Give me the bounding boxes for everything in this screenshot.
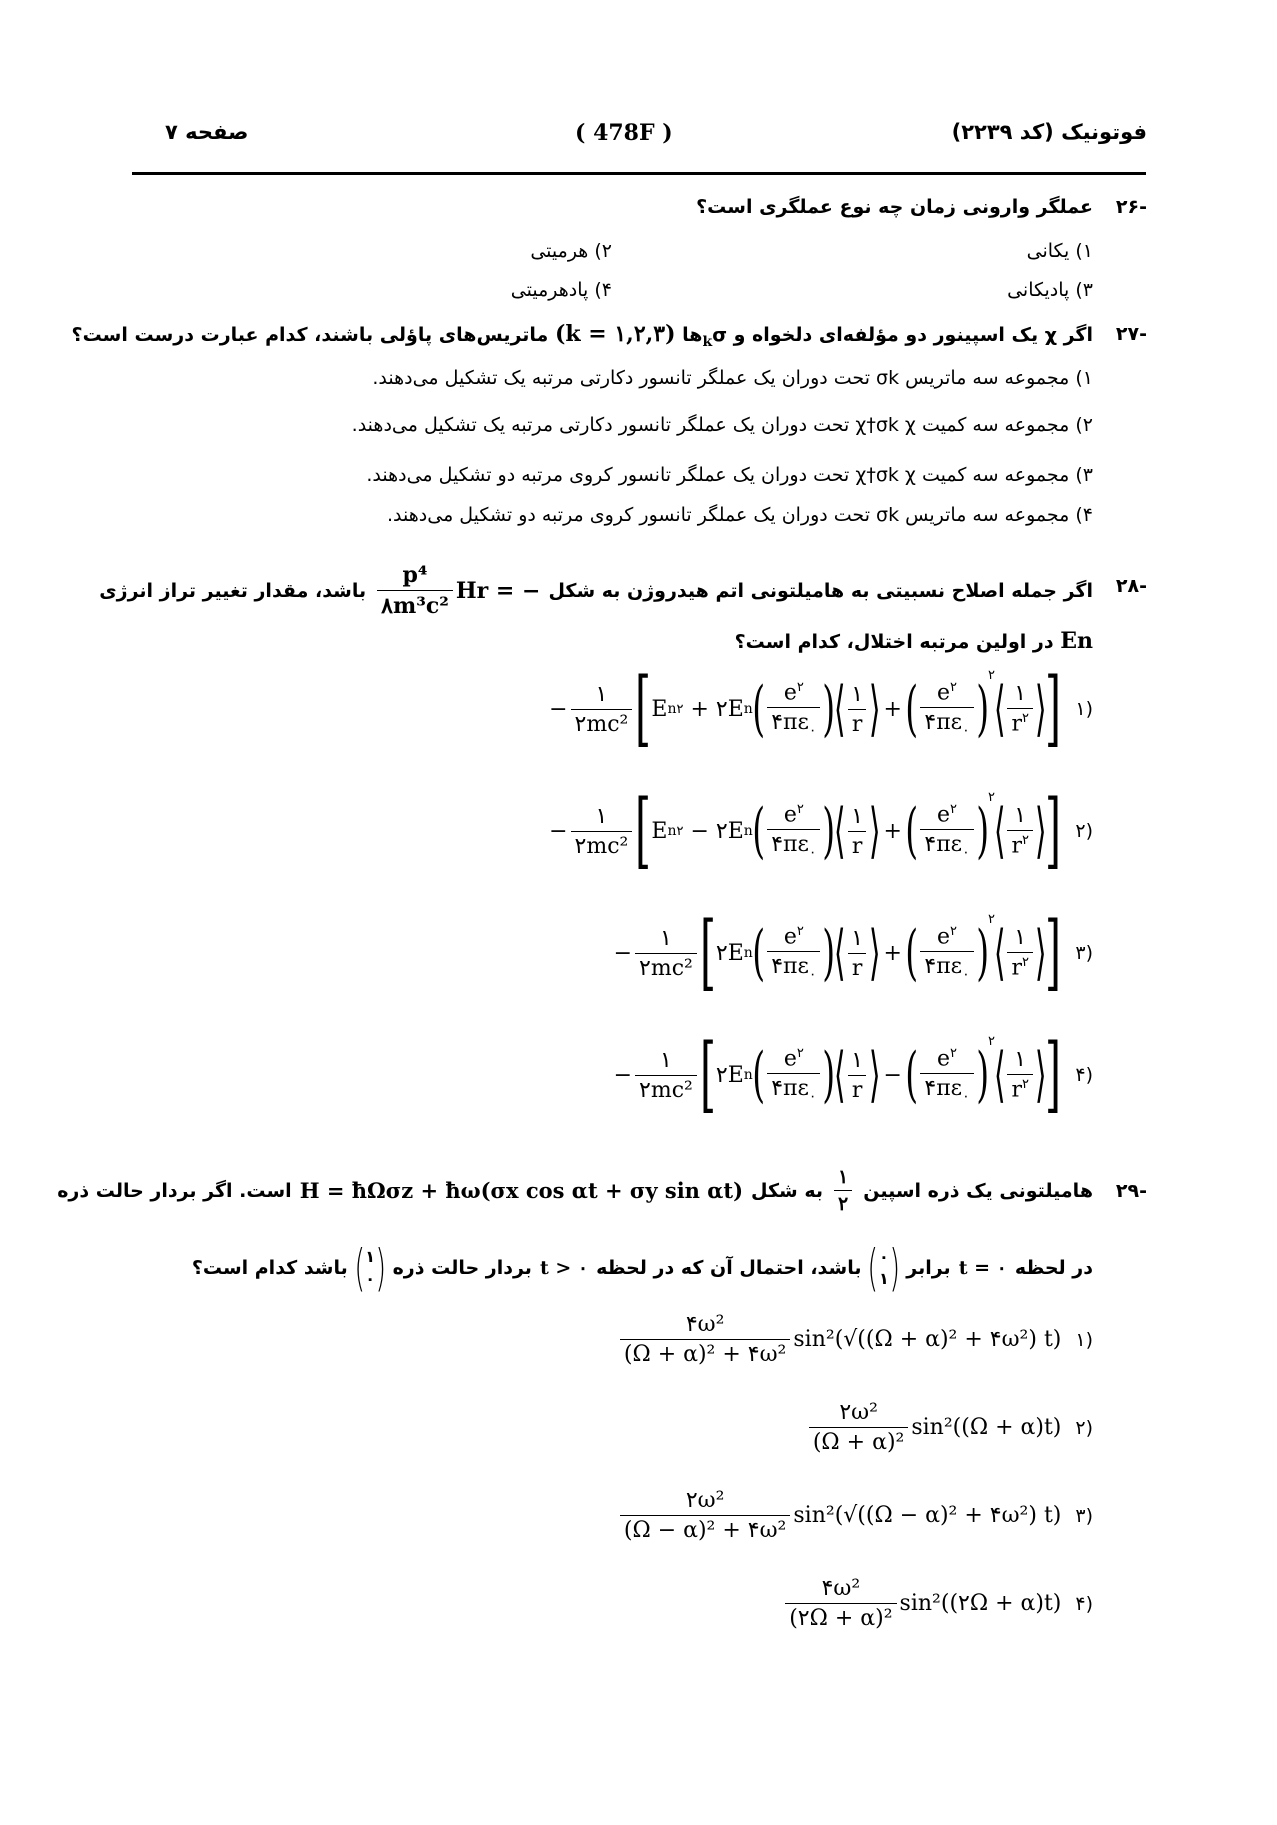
header-course: فوتونیک (کد ۲۲۳۹) [951, 120, 1147, 144]
q28-option-label: ۳) [1075, 942, 1093, 964]
q28-option-3-expr: − $\frac{۱}{\text{۲mc²}}$ [ ۲E n ( $\frac{e^۲}{۴\pi\varepsilon_۰}$ ) ⟨ $\frac{۱}{r}$ ⟩ + ( $\frac{e^۲}{۴\pi\varepsilon_۰}$ ) $^۲$ ⟨ $\frac{۱}{r^۲}$ ⟩ ] ۳) [613, 905, 1093, 1000]
q28-option-2-expr: − $\frac{۱}{\text{۲mc²}}$ [ E n ۲ − ۲E n ( $\frac{e^۲}{۴\pi\varepsilon_۰}$ ) ⟨ $\frac{۱}{r}$ ⟩ + ( $\frac{e^۲}{۴\pi\varepsilon_۰}$ ) $^۲$ ⟨ $\frac{۱}{r^۲}$ ⟩ ] ۲) [549, 783, 1093, 878]
q28-coulomb-fraction: $\frac{e^۲}{۴\pi\varepsilon_۰}$ [767, 924, 820, 983]
q26-text: عملگر وارونی زمان چه نوع عملگری است؟ [696, 196, 1093, 218]
q29-option-3 [617, 1488, 1093, 1543]
q26-option-2: ۲) هرمیتی [530, 240, 612, 262]
q29-option-4-den: (۲Ω + α)² [785, 1603, 896, 1631]
q28-term-mid: ۲E [715, 940, 744, 966]
q28-option-label: ۲) [1075, 820, 1093, 842]
q29-option-4-num: ۴ω² [821, 1576, 861, 1601]
q29-option-4-sin: sin²((۲Ω + α)t) [899, 1591, 1062, 1616]
q28-number: -۲۸ [1115, 575, 1147, 597]
q29-vec1-top: ۰ [878, 1247, 889, 1266]
q28-join-sign: + [883, 818, 902, 844]
q27-k-condition: (k = ۱,۲,۳) [554, 321, 676, 347]
q29-number: -۲۹ [1115, 1180, 1147, 1202]
q28-option-label: ۴) [1075, 1064, 1093, 1086]
q28-option-1-expr: − $\frac{۱}{\text{۲mc²}}$ [ E n ۲ + ۲E n ( $\frac{e^۲}{۴\pi\varepsilon_۰}$ ) ⟨ $\frac{۱}{r}$ ⟩ + ( $\frac{e^۲}{۴\pi\varepsilon_۰}$ ) $^۲$ ⟨ $\frac{۱}{r^۲}$ ⟩ ] ۱) [549, 661, 1093, 756]
q26-number: -۲۶ [1115, 196, 1147, 218]
q28-hr-denominator: ۸m³c² [377, 590, 453, 619]
q28-prefix-den: ۲mc² [635, 953, 697, 981]
q29-option-1 [617, 1312, 1093, 1367]
q28-prefix-fraction [635, 926, 697, 981]
q28-option-4-expr: − $\frac{۱}{\text{۲mc²}}$ [ ۲E n ( $\frac{e^۲}{۴\pi\varepsilon_۰}$ ) ⟨ $\frac{۱}{r}$ ⟩ − ( $\frac{e^۲}{۴\pi\varepsilon_۰}$ ) $^۲$ ⟨ $\frac{۱}{r^۲}$ ⟩ ] ۴) [613, 1027, 1093, 1122]
q28-text-c: در اولین مرتبه اختلال، کدام است؟ [734, 631, 1054, 653]
q28-option-3 [613, 905, 1093, 1000]
q29-option-1-den: (Ω + α)² + ۴ω² [620, 1339, 791, 1367]
q28-en: En [1060, 628, 1093, 654]
q29-option-3-num: ۲ω² [685, 1488, 725, 1513]
q28-coulomb-fraction-2: $\frac{e^۲}{۴\pi\varepsilon_۰}$ [920, 802, 973, 861]
q28-prefix-fraction [571, 682, 633, 737]
q29-option-3-label: ۳) [1075, 1504, 1093, 1527]
q28-inv-r: $\frac{۱}{r}$ [847, 804, 867, 859]
q29-text-line2 [192, 1238, 1093, 1298]
q28-prefix-den: ۲mc² [571, 709, 633, 737]
q29-spin-num: ۱ [838, 1166, 849, 1188]
q28-prefix-num: ۱ [660, 1047, 672, 1073]
q29-line2-c: باشد، احتمال آن که در لحظه [596, 1257, 862, 1279]
q28-inv-r2: $\frac{۱}{r^۲}$ [1007, 803, 1033, 858]
header-rule [132, 172, 1146, 175]
q29-option-4-fraction [785, 1576, 896, 1631]
q28-coulomb-fraction-2: $\frac{e^۲}{۴\pi\varepsilon_۰}$ [920, 924, 973, 983]
q29-option-2-sin: sin²((Ω + α)t) [911, 1415, 1062, 1440]
q28-term-mid: − ۲E [690, 818, 744, 844]
q27-text-b: ها [682, 324, 703, 346]
q29-spin-den: ۲ [834, 1190, 852, 1215]
q28-coulomb-fraction: $\frac{e^۲}{۴\pi\varepsilon_۰}$ [767, 802, 820, 861]
q28-prefix-den: ۲mc² [571, 831, 633, 859]
q28-prefix-num: ۱ [595, 681, 608, 707]
q29-text-a: هامیلتونی یک ذره اسپین [863, 1179, 1093, 1202]
q29-option-3-fraction [620, 1488, 791, 1543]
q29-option-2-label: ۲) [1075, 1416, 1093, 1439]
q27-option-3: ۳) مجموعه سه کمیت χ†σk χ تحت دوران یک عملگر تانسور کروی مرتبه دو تشکیل می‌دهند. [366, 464, 1093, 486]
q29-option-1-fraction [620, 1312, 791, 1367]
q28-option-4 [613, 1027, 1093, 1122]
q27-option-4: ۴) مجموعه سه ماتریس σk تحت دوران یک عملگر تانسور کروی مرتبه دو تشکیل می‌دهند. [387, 504, 1093, 526]
q29-t: t > ۰ [539, 1257, 589, 1279]
q28-term-start: E [651, 696, 668, 722]
q28-join-sign: − [883, 1062, 902, 1088]
q28-text [99, 562, 1093, 619]
q27-option-1: ۱) مجموعه سه ماتریس σk تحت دوران یک عملگر تانسور دکارتی مرتبه یک تشکیل می‌دهند. [372, 367, 1093, 389]
q27-text-c: ماتریس‌های پاؤلی باشند، کدام عبارت درست است؟ [71, 324, 549, 346]
q28-prefix-num: ۱ [660, 925, 672, 951]
q29-text [57, 1166, 1093, 1215]
q29-text-c: است. اگر بردار حالت ذره [57, 1179, 292, 1202]
q28-inv-r: $\frac{۱}{r}$ [847, 926, 867, 981]
q29-option-3-sin: sin²(√((Ω − α)² + ۴ω²) t) [793, 1503, 1062, 1528]
q28-inv-r: $\frac{۱}{r}$ [847, 1048, 867, 1103]
q28-term-mid: ۲E [715, 1062, 744, 1088]
q29-line2-e: باشد کدام است؟ [191, 1257, 348, 1279]
q28-join-sign: + [883, 940, 902, 966]
q29-option-2 [806, 1400, 1093, 1455]
q29-option-4 [782, 1576, 1093, 1631]
q29-option-1-label: ۱) [1075, 1328, 1093, 1351]
q29-line2-b: برابر [906, 1257, 951, 1279]
q28-prefix-den: ۲mc² [635, 1075, 697, 1103]
q29-option-3-den: (Ω − α)² + ۴ω² [620, 1515, 791, 1543]
q28-inv-r2: $\frac{۱}{r^۲}$ [1007, 1047, 1033, 1102]
q27-number: -۲۷ [1115, 323, 1147, 345]
q28-coulomb-fraction: $\frac{e^۲}{۴\pi\varepsilon_۰}$ [767, 1046, 820, 1105]
q28-coulomb-fraction-2: $\frac{e^۲}{۴\pi\varepsilon_۰}$ [920, 680, 973, 739]
q28-option-1 [549, 661, 1093, 756]
q28-hr-fraction [377, 562, 453, 619]
q28-coulomb-fraction: $\frac{e^۲}{۴\pi\varepsilon_۰}$ [767, 680, 820, 739]
q28-prefix-fraction [571, 804, 633, 859]
q29-t0: t = ۰ [958, 1257, 1007, 1279]
q29-initial-state: ( ۰ ۱ ) [867, 1239, 900, 1297]
q26-option-3: ۳) پادیکانی [1007, 279, 1093, 301]
q27-option-2: ۲) مجموعه سه کمیت χ†σk χ تحت دوران یک عملگر تانسور دکارتی مرتبه یک تشکیل می‌دهند. [351, 414, 1093, 436]
q29-line2-d: بردار حالت ذره [392, 1257, 532, 1279]
q28-option-label: ۱) [1075, 698, 1093, 720]
q28-term-start: E [651, 818, 668, 844]
q29-line2-a: در لحظه [1014, 1257, 1093, 1279]
q26-option-4: ۴) پادهرمیتی [510, 279, 612, 301]
q28-option-2 [549, 783, 1093, 878]
q27-text: اگر χ یک اسپینور دو مؤلفه‌ای دلخواه و $\sigma_kها$ (k = ۱,۲,۳) ماتریس‌های پاؤلی باشند، کدام عبارت درست است؟ [71, 321, 1093, 350]
q29-vec1-bottom: ۱ [878, 1269, 889, 1288]
q29-option-4-label: ۴) [1075, 1592, 1093, 1615]
q28-prefix-fraction [635, 1048, 697, 1103]
q28-text-b: باشد، مقدار تغییر تراز انرژی [99, 579, 367, 602]
q28-inv-r2: $\frac{۱}{r^۲}$ [1007, 925, 1033, 980]
header-code: ( 478F ) [575, 120, 673, 146]
q28-coulomb-fraction-2: $\frac{e^۲}{۴\pi\varepsilon_۰}$ [920, 1046, 973, 1105]
q29-spin-fraction [834, 1166, 852, 1215]
q28-hr-numerator: p⁴ [402, 562, 428, 588]
q28-text-line2 [735, 628, 1093, 654]
q29-vec2-top: ۱ [365, 1247, 376, 1266]
q29-option-2-den: (Ω + α)² [809, 1427, 909, 1455]
q29-option-2-fraction [809, 1400, 909, 1455]
q29-final-state: ( ۱ ۰ ) [354, 1239, 387, 1297]
q29-hamiltonian: H = ħΩσz + ħω(σx cos αt + σy sin αt) [299, 1178, 744, 1203]
q29-option-2-num: ۲ω² [839, 1400, 878, 1425]
q26-option-1: ۱) یکانی [1026, 240, 1093, 262]
q28-hr-lhs: Hr = − [455, 577, 541, 604]
header-page: صفحه ۷ [165, 120, 249, 144]
q28-inv-r2: $\frac{۱}{r^۲}$ [1007, 681, 1033, 736]
q28-inv-r: $\frac{۱}{r}$ [847, 682, 867, 737]
q29-option-1-num: ۴ω² [685, 1312, 725, 1337]
q29-option-1-sin: sin²(√((Ω + α)² + ۴ω²) t) [793, 1327, 1062, 1352]
q28-join-sign: + [883, 696, 902, 722]
q28-term-mid: + ۲E [690, 696, 744, 722]
q29-vec2-bottom: ۰ [365, 1269, 376, 1288]
q28-hr-formula [374, 562, 540, 619]
q29-text-b: به شکل [751, 1179, 824, 1202]
q27-text-a: اگر χ یک اسپینور دو مؤلفه‌ای دلخواه و σ [712, 324, 1093, 346]
q28-text-a: اگر جمله اصلاح نسبیتی به هامیلتونی اتم هیدروژن به شکل [548, 579, 1093, 602]
q28-prefix-num: ۱ [595, 803, 608, 829]
